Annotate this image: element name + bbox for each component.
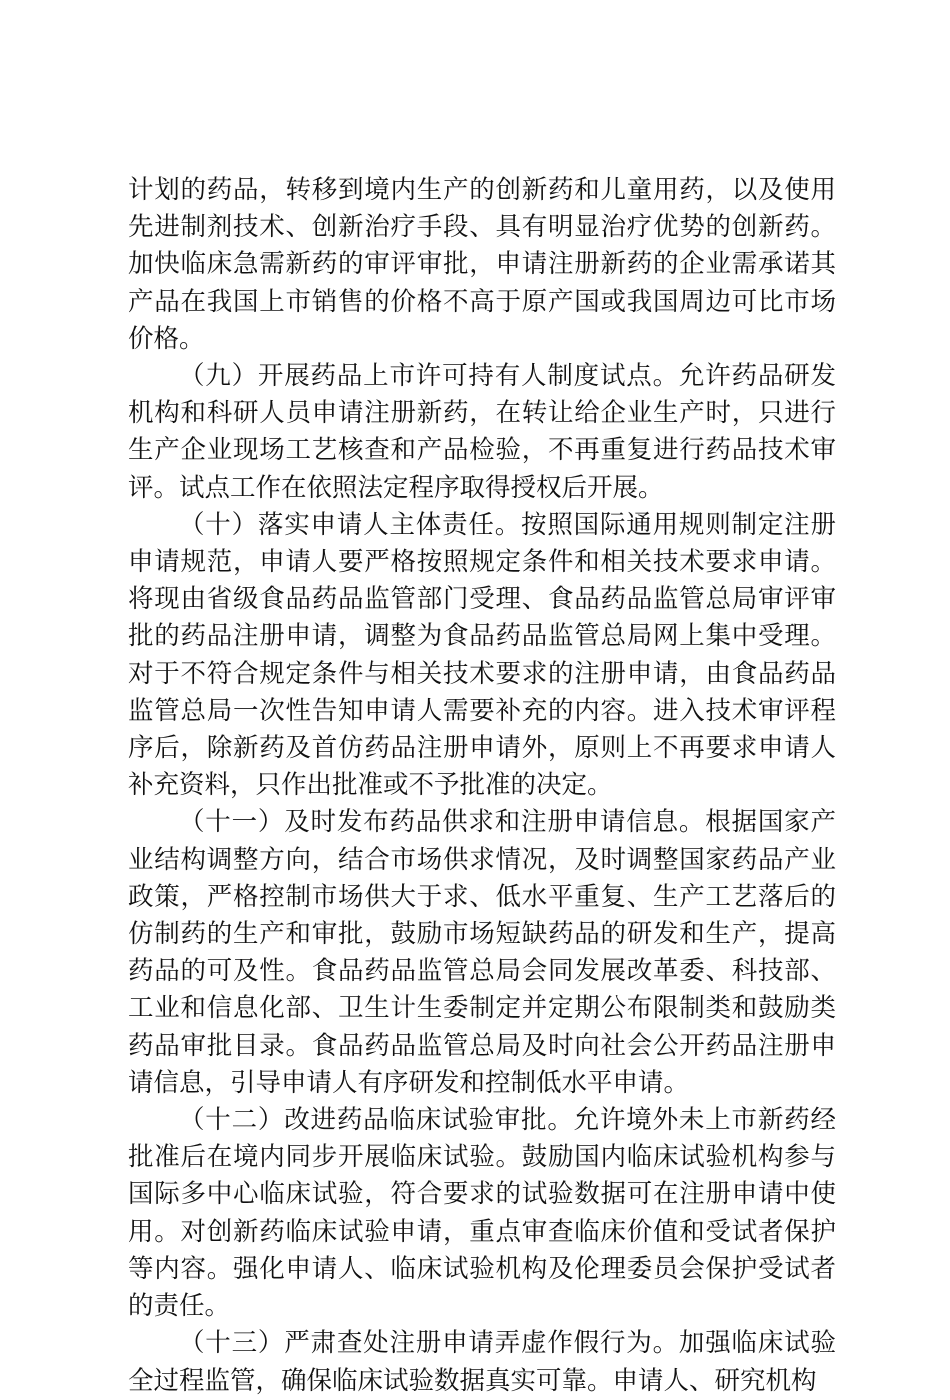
paragraph-continuation: 计划的药品，转移到境内生产的创新药和儿童用药，以及使用先进制剂技术、创新治疗手段、具有明显治疗优势的创新药。加快临床急需新药的审评审批，申请注册新药的企业需承诺其产品在我国上市销售的价格不高于原产国或我国周边可比市场价格。 xyxy=(128,175,836,354)
paragraph-item-10: （十）落实申请人主体责任。按照国际通用规则制定注册申请规范，申请人要严格按照规定条件和相关技术要求申请。将现由省级食品药品监管部门受理、食品药品监管总局审评审批的药品注册申请，调整为食品药品监管总局网上集中受理。对于不符合规定条件与相关技术要求的注册申请，由食品药品监管总局一次性告知申请人需要补充的内容。进入技术审评程序后，除新药及首仿药品注册申请外，原则上不再要求申请人补充资料，只作出批准或不予批准的决定。 xyxy=(128,509,836,801)
document-body xyxy=(128,172,836,1400)
paragraph-item-13: （十三）严肃查处注册申请弄虚作假行为。加强临床试验全过程监管，确保临床试验数据真实可靠。申请人、研究机构 xyxy=(128,1328,836,1396)
paragraph-item-11: （十一）及时发布药品供求和注册申请信息。根据国家产业结构调整方向，结合市场供求情况，及时调整国家药品产业政策，严格控制市场供大于求、低水平重复、生产工艺落后的仿制药的生产和审批，鼓励市场短缺药品的研发和生产，提高药品的可及性。食品药品监管总局会同发展改革委、科技部、工业和信息化部、卫生计生委制定并定期公布限制类和鼓励类药品审批目录。食品药品监管总局及时向社会公开药品注册申请信息，引导申请人有序研发和控制低水平申请。 xyxy=(128,807,836,1098)
paragraph-item-9: （九）开展药品上市许可持有人制度试点。允许药品研发机构和科研人员申请注册新药，在转让给企业生产时，只进行生产企业现场工艺核查和产品检验，不再重复进行药品技术审评。试点工作在依照法定程序取得授权后开展。 xyxy=(128,361,836,503)
paragraph-item-12: （十二）改进药品临床试验审批。允许境外未上市新药经批准后在境内同步开展临床试验。鼓励国内临床试验机构参与国际多中心临床试验，符合要求的试验数据可在注册申请中使用。对创新药临床试验申请，重点审查临床价值和受试者保护等内容。强化申请人、临床试验机构及伦理委员会保护受试者的责任。 xyxy=(128,1105,836,1322)
